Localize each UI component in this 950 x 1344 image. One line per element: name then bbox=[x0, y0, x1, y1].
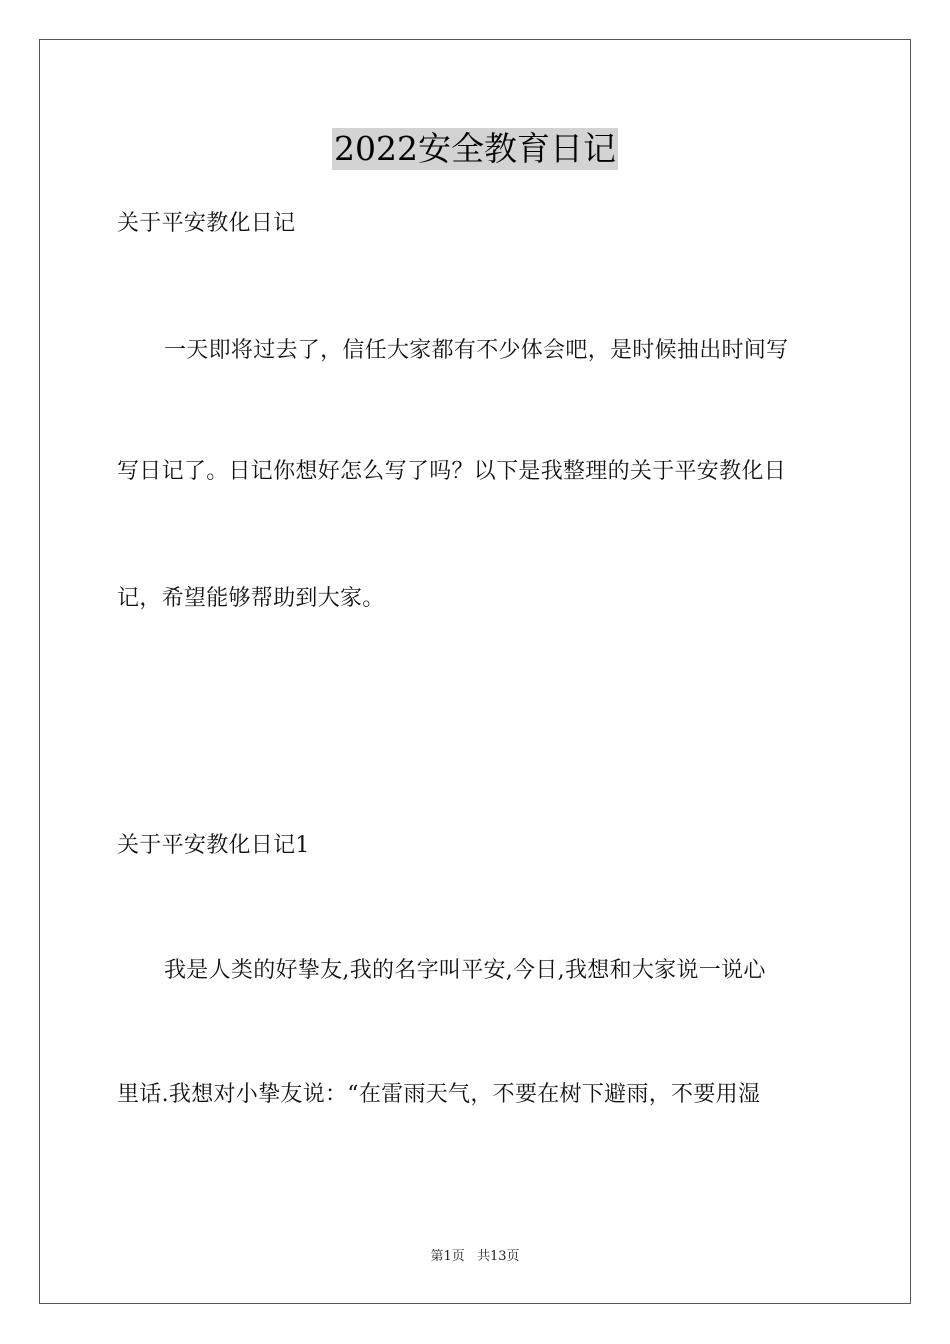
page-number-total: 共13页 bbox=[476, 1249, 520, 1264]
page-number-current: 第1页 bbox=[430, 1249, 465, 1264]
paragraph-line: 里话.我想对小挚友说：“在雷雨天气，不要在树下避雨，不要用湿 bbox=[117, 1082, 761, 1107]
page-footer bbox=[0, 1248, 950, 1266]
section-heading: 关于平安教化日记 bbox=[117, 211, 296, 236]
document-title: 2022安全教育日记 bbox=[334, 129, 616, 168]
section-heading: 关于平安教化日记1 bbox=[117, 833, 310, 858]
paragraph-line: 写日记了。日记你想好怎么写了吗？以下是我整理的关于平安教化日 bbox=[117, 459, 787, 484]
paragraph-line: 一天即将过去了，信任大家都有不少体会吧，是时候抽出时间写 bbox=[164, 338, 789, 363]
paragraph-line: 我是人类的好挚友,我的名字叫平安,今日,我想和大家说一说心 bbox=[164, 958, 766, 983]
paragraph-line: 记，希望能够帮助到大家。 bbox=[117, 586, 385, 611]
title-container bbox=[0, 128, 950, 170]
